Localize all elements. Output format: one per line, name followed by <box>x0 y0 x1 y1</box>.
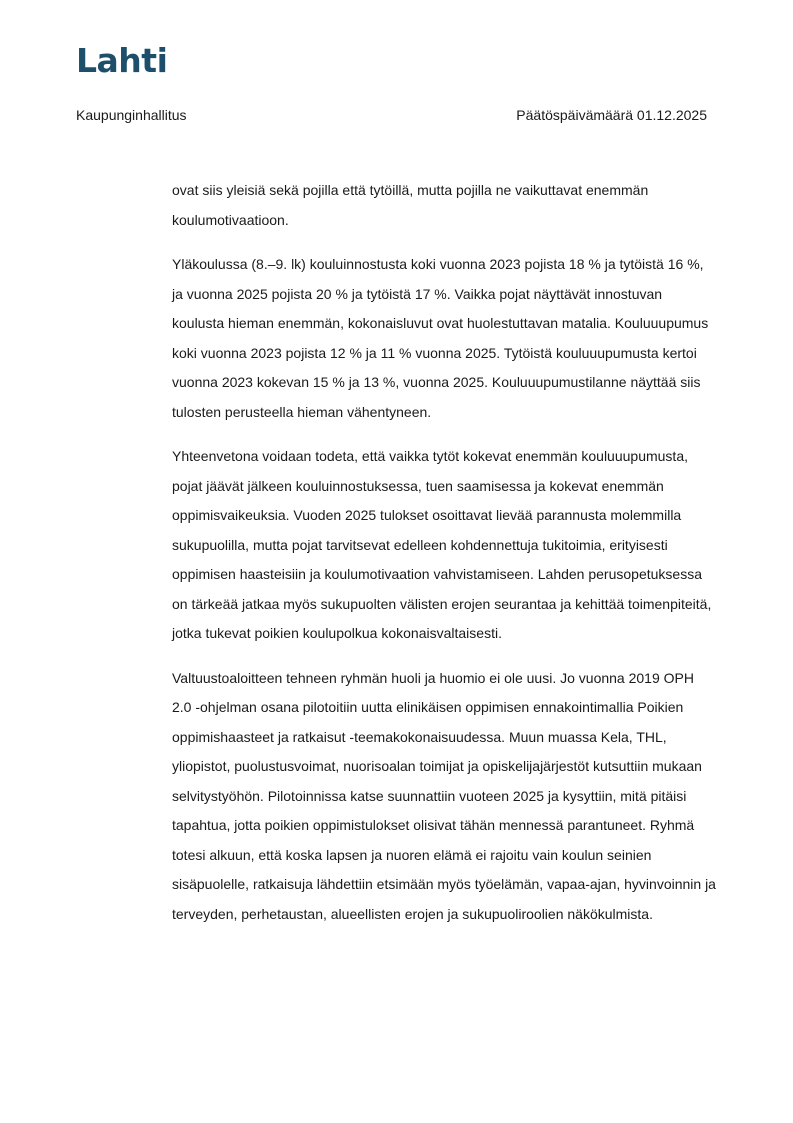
document-body <box>172 176 717 944</box>
paragraph: Yhteenvetona voidaan todeta, että vaikka tytöt kokevat enemmän kouluuupumusta, pojat jäävät jälkeen kouluinnostuksessa, tuen saamisessa ja kokevat enemmän oppimisvaikeuksia. Vuoden 2025 tulokset osoittavat lievää parannusta molemmilla sukupuolilla, mutta pojat tarvitsevat edelleen kohdennettuja tukitoimia, erityisesti oppimisen haasteisiin ja koulumotivaation vahvistamiseen. Lahden perusopetuksessa on tärkeää jatkaa myös sukupuolten välisten erojen seurantaa ja kehittää toimenpiteitä, jotka tukevat poikien koulupolkua kokonaisvaltaisesti. <box>172 448 712 641</box>
decision-date: Päätöspäivämäärä 01.12.2025 <box>516 107 707 123</box>
lahti-logo: Lahti <box>76 41 168 80</box>
paragraph: ovat siis yleisiä sekä pojilla että tytöillä, mutta pojilla ne vaikuttavat enemmän koulumotivaatioon. <box>172 182 649 228</box>
paragraph: Yläkoulussa (8.–9. lk) kouluinnostusta koki vuonna 2023 pojista 18 % ja tytöistä 16 %, ja vuonna 2025 pojista 20 % ja tytöistä 17 %. Vaikka pojat näyttävät innostuvan koulusta hieman enemmän, kokonaisluvut ovat huolestuttavan matalia. Kouluuupumus koki vuonna 2023 pojista 12 % ja 11 % vuonna 2025. Tytöistä kouluuupumusta kertoi vuonna 2023 kokevan 15 % ja 13 %, vuonna 2025. Kouluuupumustilanne näyttää siis tulosten perusteella hieman vähentyneen. <box>172 256 709 420</box>
paragraph: Valtuustoaloitteen tehneen ryhmän huoli ja huomio ei ole uusi. Jo vuonna 2019 OPH 2.0 -ohjelman osana pilotoitiin uutta elinikäisen oppimisen ennakointimallia Poikien oppimishaasteet ja ratkaisut -teemakokonaisuudessa. Muun muassa Kela, THL, yliopistot, puolustusvoimat, nuorisoalan toimijat ja opiskelijajärjestöt kutsuttiin mukaan selvitystyöhön. Pilotoinnissa katse suunnattiin vuoteen 2025 ja kysyttiin, mitä pitäisi tapahtua, jotta poikien oppimistulokset olisivat tähän mennessä parantuneet. Ryhmä totesi alkuun, että koska lapsen ja nuoren elämä ei rajoitu vain koulun seinien sisäpuolelle, ratkaisuja lähdettiin etsimään myös työelämän, vapaa-ajan, hyvinvoinnin ja terveyden, perhetaustan, alueellisten erojen ja sukupuoliroolien näkökulmista. <box>172 669 716 922</box>
department-name: Kaupunginhallitus <box>76 107 187 123</box>
